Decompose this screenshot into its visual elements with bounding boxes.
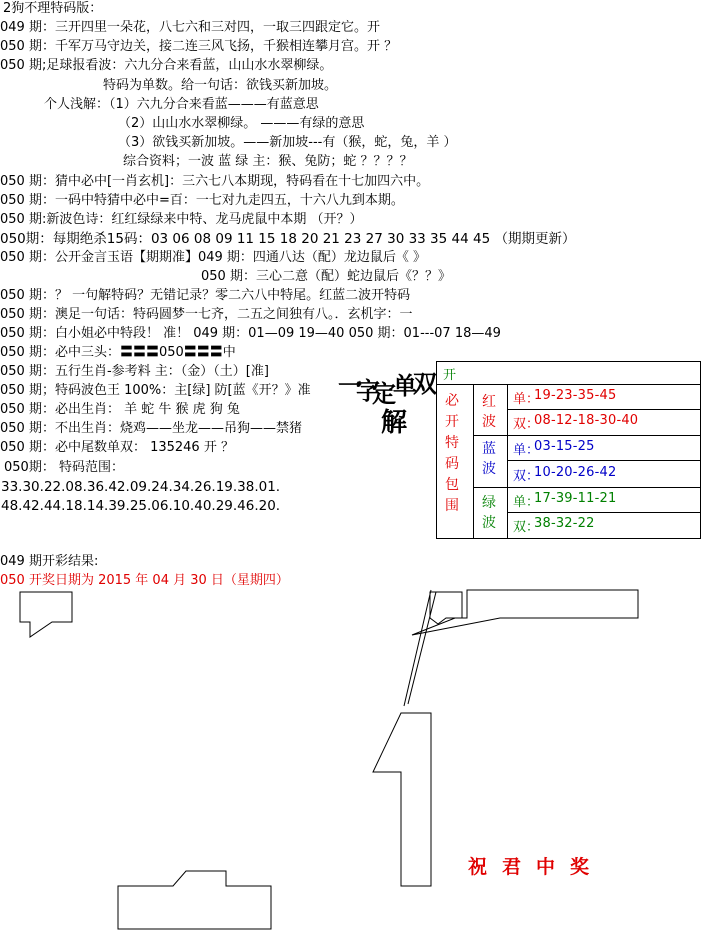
row-blue-even: 双： 10-20-26-42 xyxy=(513,465,617,484)
line-049-poem: 049 期：三开四里一朵花，八七六和三对四，一取三四跟定它。开 xyxy=(0,20,380,35)
line-golden-words: 050 期：公开金言玉语【期期准】049 期：四通八达（配）龙边鼠后《 》 xyxy=(0,250,427,265)
line-golden-words-2: 050 期：三心二意（配）蛇边鼠后《？？》 xyxy=(201,269,451,284)
nums-red-odd: 19-23-35-45 xyxy=(534,388,617,403)
side-char: 围 xyxy=(445,498,459,514)
bottom-callout xyxy=(118,871,271,929)
headline-char: 一 xyxy=(338,371,362,400)
line-wave-king: 050 期；特码波色王 100%：主[绿] 防[蓝《开？》准 xyxy=(0,383,311,398)
line-personal-1: 个人浅解：（1）六九分合来看蓝———有蓝意思 xyxy=(44,97,319,112)
line-tail-odd-even: 050 期：必中尾数单双： 135246 开 ？ xyxy=(0,440,234,455)
line-050-poem: 050 期：千军万马守边关，接二连三风飞扬，千猴相连攀月宫。开 ？ xyxy=(0,39,398,54)
nums-green-odd: 17-39-11-21 xyxy=(534,491,617,506)
pointer-line xyxy=(404,590,431,706)
group-red-name: 红 波 xyxy=(474,385,508,435)
headline-sub: 解 xyxy=(381,408,408,438)
line-must-zodiac: 050 期：必出生肖： 羊 蛇 牛 猴 虎 狗 兔 xyxy=(0,402,240,417)
line-range-1: 33.30.22.08.36.42.09.24.34.26.19.38.01. xyxy=(1,479,281,495)
line-not-zodiac: 050 期：不出生肖：烧鸡——坐龙——吊狗——禁猪 xyxy=(0,421,302,436)
callout-left xyxy=(20,592,72,637)
header-title: 2狗不理特码版： xyxy=(3,1,103,16)
line-one-code: 050 期：一码中特猜中必中=百：一七对九走四五，十六八九到本期。 xyxy=(0,193,404,208)
line-kill-numbers: 050期：每期绝杀15码：03 06 08 09 11 15 18 20 21 23 27 30 33 35 44 45 （期期更新） xyxy=(0,231,576,247)
line-personal-3: （3）欲钱买新加坡。——新加坡---有（猴，蛇，兔，羊 ） xyxy=(118,135,457,150)
lotto-header-label: 开 xyxy=(443,368,457,383)
line-zodiac-riddle: 050 期：猜中必中[一肖玄机]：三六七八本期现，特码看在十七加四六中。 xyxy=(0,174,430,189)
line-segment: 050 期：白小姐必中特段！ 准！ 049 期：01—09 19—40 050 期：01---07 18—49 xyxy=(0,326,501,341)
nums-blue-odd: 03-15-25 xyxy=(534,439,595,454)
row-red-odd: 单： 19-23-35-45 xyxy=(508,385,700,410)
row-green-even: 双： 38-32-22 xyxy=(513,516,595,535)
nums-blue-even: 10-20-26-42 xyxy=(534,465,617,480)
side-char: 码 xyxy=(445,456,459,472)
line-aozu: 050 期：澳足一句话：特码圆梦一七齐，二五之间独有八。．玄机字：一 xyxy=(0,307,413,322)
big-one-shape xyxy=(373,713,431,886)
line-range-2: 48.42.44.18.14.39.25.06.10.40.29.46.20. xyxy=(1,498,281,514)
line-football: 050 期;足球报看波：六九分合来看蓝，山山水水翠柳绿。 xyxy=(0,58,333,73)
group-blue-name: 蓝 波 xyxy=(474,436,508,487)
group-green-name: 绿 波 xyxy=(474,488,508,538)
line-personal-2: （2）山山水水翠柳绿。 ———有绿的意思 xyxy=(118,116,365,131)
line-odd-hint: 特码为单数。给一句话：欲钱买新加坡。 xyxy=(103,78,338,93)
line-range-label: 050期： 特码范围： xyxy=(4,460,124,475)
side-char: 特 xyxy=(445,435,459,451)
row-blue-odd: 单： 03-15-25 xyxy=(508,436,700,461)
line-result-label: 049 期开彩结果: xyxy=(0,554,99,569)
side-char: 包 xyxy=(445,477,459,493)
headline-char: 字 xyxy=(356,376,380,405)
line-draw-date: 050 开奖日期为 2015 年 04 月 30 日（星期四） xyxy=(0,573,289,588)
line-summary: 综合资料；一波 蓝 绿 主：猴、兔防；蛇 ？？？？ xyxy=(123,154,413,169)
side-char: 必 xyxy=(445,393,459,409)
line-color-poem: 050 期:新波色诗：红红绿绿来中特、龙马虎鼠中本期 （开？） xyxy=(0,212,363,227)
nums-green-even: 38-32-22 xyxy=(534,516,595,531)
row-green-odd: 单： 17-39-11-21 xyxy=(508,488,700,513)
line-three-heads: 050 期：必中三头：〓〓〓050〓〓〓中 xyxy=(0,345,236,360)
nums-red-even: 08-12-18-30-40 xyxy=(534,413,639,428)
side-char: 开 xyxy=(445,414,459,430)
headline-char: 双 xyxy=(413,369,437,398)
headline-char: 单 xyxy=(393,371,417,400)
blessing: 祝君中奖 xyxy=(468,856,605,878)
row-red-even: 双： 08-12-18-30-40 xyxy=(513,413,639,432)
headline-char: 定 xyxy=(372,379,396,408)
line-tail: 050 期：？ 一句解特码？无错记录？零二六八中特尾。红蓝二波开特码 xyxy=(0,288,411,303)
line-five-elements: 050 期：五行生肖-参考料 主：（金）（土）[准] xyxy=(0,364,269,379)
